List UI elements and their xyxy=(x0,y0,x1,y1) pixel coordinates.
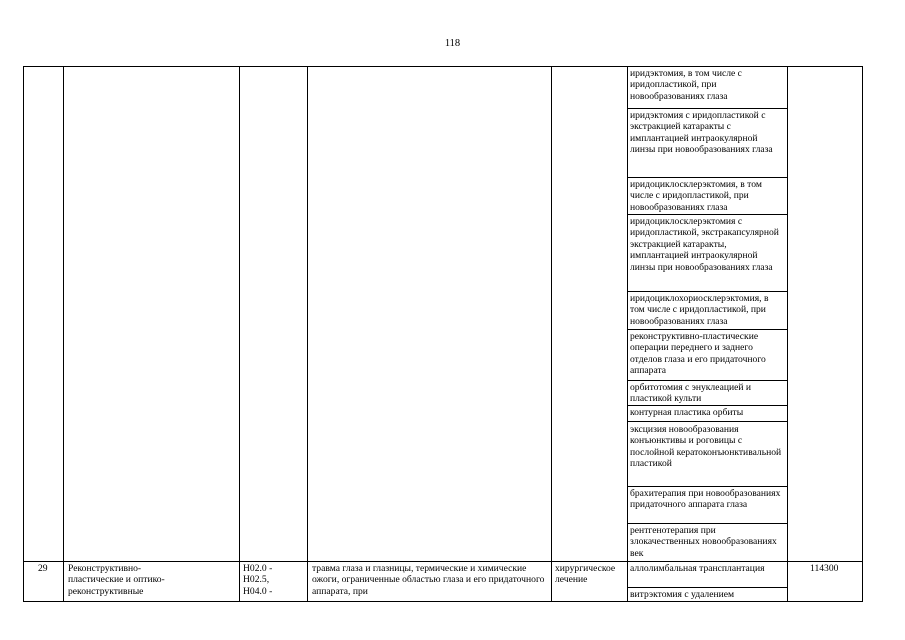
procedure-cell: реконструктивно-пластические операции переднего и заднего отделов глаза и его придаточного аппарата xyxy=(630,331,766,377)
page-number: 118 xyxy=(444,38,461,49)
row-divider xyxy=(627,214,787,215)
row-divider xyxy=(627,421,787,422)
row-divider xyxy=(627,587,787,588)
row-number: 29 xyxy=(38,563,48,574)
treatment-type: хирургическое лечение xyxy=(555,563,616,586)
row-divider xyxy=(627,380,787,381)
column-divider xyxy=(627,67,628,601)
patient-model: травма глаза и глазницы, термические и химические ожоги, ограниченные областью глаза и его придаточного аппарата, при xyxy=(312,563,545,597)
row-divider xyxy=(627,523,787,524)
row-divider xyxy=(627,291,787,292)
procedure-cell: эксцизия новообразования конъюнктивы и роговицы с послойной кератоконъюнктивальной пластикой xyxy=(630,424,782,470)
column-divider xyxy=(63,67,64,601)
procedure-cell: витрэктомия с удалением xyxy=(630,589,735,600)
treatment-group-name: Реконструктивно-пластические и оптико-реконструктивные xyxy=(68,563,165,597)
services-table xyxy=(23,66,863,602)
row-divider xyxy=(627,486,787,487)
column-divider xyxy=(307,67,308,601)
icd-codes: H02.0 - H02.5, H04.0 - xyxy=(243,563,273,597)
column-divider xyxy=(239,67,240,601)
procedure-cell: иридэктомия с иридопластикой с экстракцией катаракты с имплантацией интраокулярной линзы при новообразованиях глаза xyxy=(630,110,773,156)
procedure-cell: брахитерапия при новообразованиях придаточного аппарата глаза xyxy=(630,488,781,511)
column-divider xyxy=(551,67,552,601)
procedure-cell: аллолимбальная трансплантация xyxy=(630,563,765,574)
row-divider xyxy=(627,405,787,406)
procedure-cell: контурная пластика орбиты xyxy=(630,407,744,418)
procedure-cell: иридоциклосклерэктомия, в том числе с иридопластикой, при новообразованиях глаза xyxy=(630,179,762,213)
row-divider xyxy=(627,177,787,178)
procedure-cell: иридоциклохориосклерэктомия, в том числе с иридопластикой, при новообразованиях глаза xyxy=(630,293,769,327)
cost-value: 114300 xyxy=(810,563,839,574)
procedure-cell: иридэктомия, в том числе с иридопластикой, при новообразованиях глаза xyxy=(630,68,742,102)
procedure-cell: орбитотомия с энуклеацией и пластикой культи xyxy=(630,382,752,405)
row-divider xyxy=(627,329,787,330)
procedure-cell: иридоциклосклерэктомия с иридопластикой, экстракапсулярной экстракцией катаракты, имплантацией интраокулярной линзы при новообразованиях глаза xyxy=(630,216,779,273)
row-divider xyxy=(627,108,787,109)
row-divider xyxy=(24,561,862,562)
procedure-cell: рентгенотерапия при злокачественных новообразованиях век xyxy=(630,525,777,559)
column-divider xyxy=(787,67,788,601)
